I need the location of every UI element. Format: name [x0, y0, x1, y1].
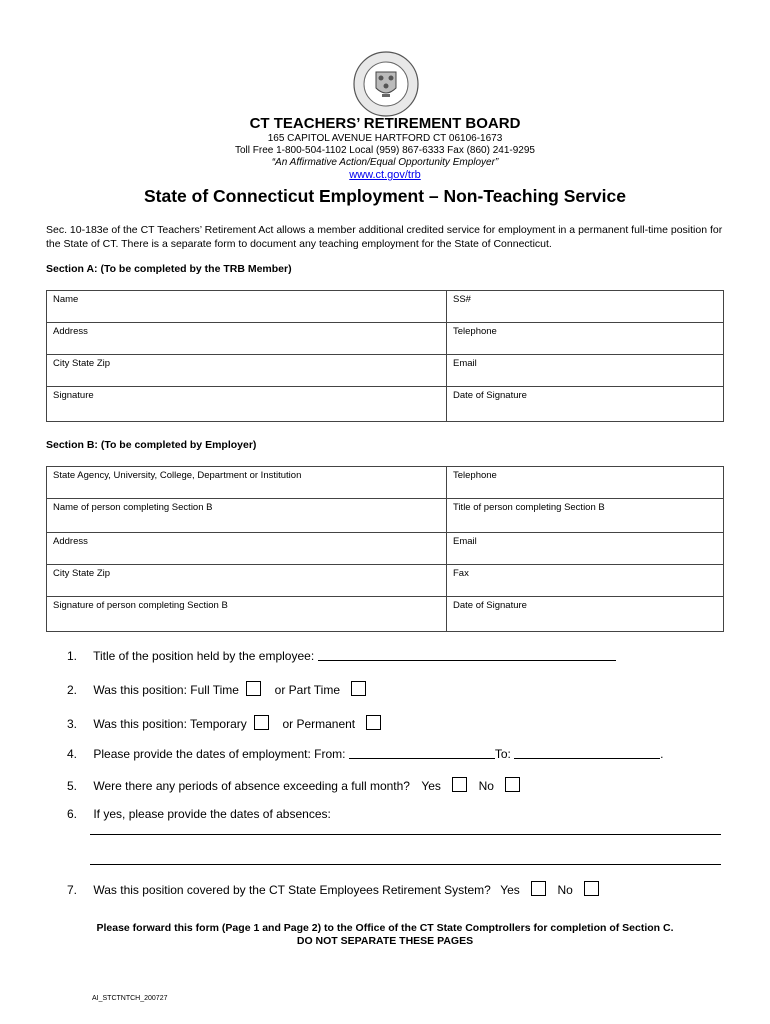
org-tagline: “An Affirmative Action/Equal Opportunity Employer”	[271, 157, 499, 168]
do-not-separate-warning: DO NOT SEPARATE THESE PAGES	[296, 935, 474, 947]
full-time-checkbox[interactable]	[246, 681, 261, 696]
question-number: 3.	[67, 717, 78, 731]
form-code: AI_STCTNTCH_200727	[92, 995, 168, 1002]
permanent-checkbox[interactable]	[366, 715, 381, 730]
from-date-input[interactable]	[349, 758, 495, 759]
org-name: CT TEACHERS’ RETIREMENT BOARD	[249, 115, 521, 132]
form-field[interactable]: Telephone	[447, 323, 724, 355]
section-a-heading: Section A: (To be completed by the TRB Member)	[46, 263, 292, 275]
absence-no-checkbox[interactable]	[505, 777, 520, 792]
no-label: No	[478, 779, 494, 793]
sers-yes-checkbox[interactable]	[531, 881, 546, 896]
question-text: Were there any periods of absence exceeding a full month?	[93, 779, 410, 793]
question-4	[67, 747, 664, 761]
form-field[interactable]: Signature of person completing Section B	[47, 597, 447, 632]
table-row	[47, 499, 724, 533]
form-field[interactable]: Name	[47, 291, 447, 323]
trb-seal-logo	[352, 50, 420, 118]
absence-dates-input[interactable]	[90, 864, 721, 865]
section-b-table	[46, 466, 724, 632]
section-a-table	[46, 290, 724, 422]
question-number: 4.	[67, 747, 78, 761]
question-text: Was this position: Full Time	[93, 683, 239, 697]
question-text: Was this position: Temporary	[93, 717, 247, 731]
table-row	[47, 597, 724, 632]
form-field[interactable]: Name of person completing Section B	[47, 499, 447, 533]
question-5	[67, 777, 520, 793]
period: .	[660, 747, 664, 761]
form-field[interactable]: Fax	[447, 565, 724, 597]
forward-text: Please forward this form (Page 1 and Page 2) to the Office of the CT State Comptrollers for completion of Section C.	[96, 922, 674, 934]
question-number: 7.	[67, 883, 78, 897]
question-7	[67, 881, 599, 897]
form-field[interactable]: Telephone	[447, 467, 724, 499]
form-field[interactable]: City State Zip	[47, 565, 447, 597]
table-row	[47, 291, 724, 323]
part-time-checkbox[interactable]	[351, 681, 366, 696]
form-field[interactable]: Date of Signature	[447, 597, 724, 632]
org-address-block	[0, 133, 770, 169]
form-field[interactable]: Email	[447, 355, 724, 387]
form-field[interactable]: SS#	[447, 291, 724, 323]
question-text: Title of the position held by the employee:	[93, 649, 315, 663]
form-field[interactable]: Date of Signature	[447, 387, 724, 422]
absence-dates-input[interactable]	[90, 834, 721, 835]
question-2	[67, 681, 366, 697]
website-link[interactable]: www.ct.gov/trb	[349, 169, 421, 181]
form-field[interactable]: Email	[447, 533, 724, 565]
table-row	[47, 323, 724, 355]
intro-paragraph: Sec. 10-183e of the CT Teachers’ Retirement Act allows a member additional credited service for employment in a permanent full-time position for the State of CT. There is a separate form to document any teaching employment for the State of Connecticut.	[46, 224, 723, 250]
question-6	[67, 807, 331, 821]
option-label: or Permanent	[282, 717, 356, 731]
forward-instructions	[0, 922, 770, 948]
table-row	[47, 565, 724, 597]
question-text: If yes, please provide the dates of absences:	[93, 807, 331, 821]
form-field[interactable]: Address	[47, 533, 447, 565]
absence-yes-checkbox[interactable]	[452, 777, 467, 792]
question-1	[67, 649, 616, 663]
question-text: Please provide the dates of employment: From:	[93, 747, 346, 761]
yes-label: Yes	[421, 779, 441, 793]
table-row	[47, 467, 724, 499]
org-phones: Toll Free 1-800-504-1102 Local (959) 867-6333 Fax (860) 241-9295	[234, 145, 535, 156]
sers-no-checkbox[interactable]	[584, 881, 599, 896]
table-row	[47, 387, 724, 422]
question-number: 5.	[67, 779, 78, 793]
form-field[interactable]: City State Zip	[47, 355, 447, 387]
question-3	[67, 715, 381, 731]
to-label: To:	[494, 747, 511, 761]
question-text: Was this position covered by the CT State Employees Retirement System?	[93, 883, 491, 897]
option-label: or Part Time	[274, 683, 340, 697]
temporary-checkbox[interactable]	[254, 715, 269, 730]
form-field[interactable]: Title of person completing Section B	[447, 499, 724, 533]
question-number: 1.	[67, 649, 78, 663]
section-b-heading: Section B: (To be completed by Employer)	[46, 439, 257, 451]
org-address: 165 CAPITOL AVENUE HARTFORD CT 06106-1673	[267, 133, 503, 144]
form-field[interactable]: Signature	[47, 387, 447, 422]
form-title: State of Connecticut Employment – Non-Teaching Service	[144, 186, 626, 206]
no-label: No	[557, 883, 573, 897]
table-row	[47, 533, 724, 565]
question-number: 2.	[67, 683, 78, 697]
position-title-input[interactable]	[318, 660, 616, 661]
question-number: 6.	[67, 807, 78, 821]
form-field[interactable]: Address	[47, 323, 447, 355]
form-field[interactable]: State Agency, University, College, Department or Institution	[47, 467, 447, 499]
to-date-input[interactable]	[514, 758, 660, 759]
table-row	[47, 355, 724, 387]
yes-label: Yes	[500, 883, 520, 897]
